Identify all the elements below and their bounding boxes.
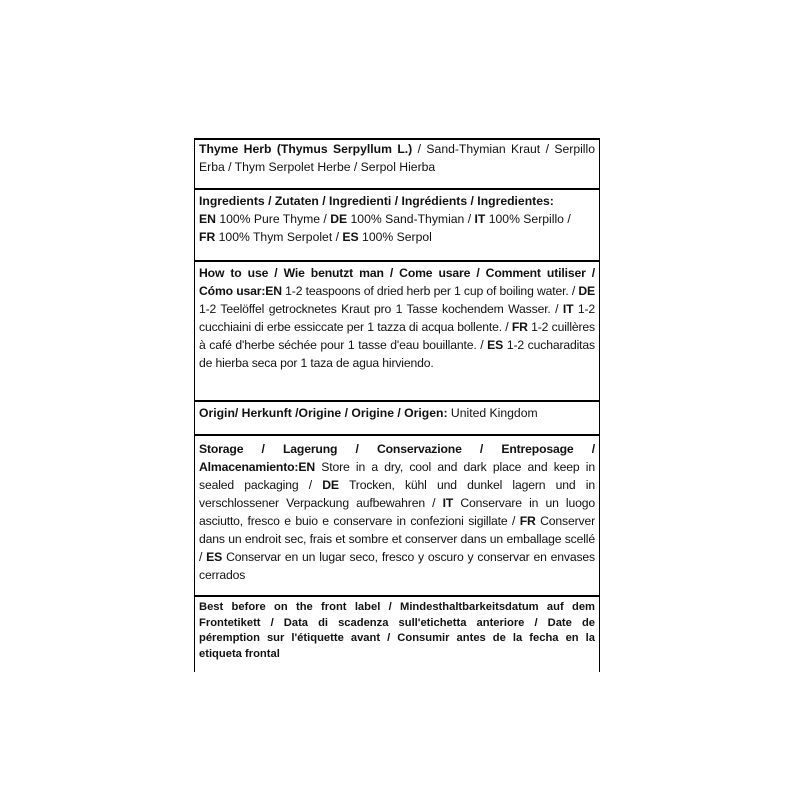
product-name-section xyxy=(195,140,599,176)
storage-text-fr: Conserver dans un endroit sec, frais et sombre et conserver dans un emballage scellé / xyxy=(199,514,595,564)
storage-text-es: Conservar en un lugar seco, fresco y oscuro y conservar en envases cerrados xyxy=(199,550,595,582)
storage-text-de: Trocken, kühl und dunkel lagern und in verschlossener Verpackung aufbewahren / xyxy=(199,478,595,510)
origin-heading: Origin/ Herkunft /Origine / Origine / Origen: xyxy=(199,406,448,420)
storage-section xyxy=(195,440,599,584)
storage-lang-es: ES xyxy=(206,550,223,564)
usage-text-es: 1-2 cucharaditas de hierba seca por 1 taza de agua hirviendo. xyxy=(199,338,595,370)
usage-section xyxy=(195,264,599,372)
product-name-translations: / Sand-Thymian Kraut / Serpillo Erba / Thym Serpolet Herbe / Serpol Hierba xyxy=(199,142,596,174)
ingredients-section xyxy=(195,192,599,246)
usage-heading: How to use / Wie benutzt man / Come usare / Comment utiliser / Cómo usar: xyxy=(199,266,595,298)
section-rule xyxy=(195,260,599,262)
origin-value: United Kingdom xyxy=(447,406,538,420)
usage-text-fr: 1-2 cuillères à café d'herbe séchée pour 1 tasse d'eau bouillante. / xyxy=(199,320,595,352)
storage-lang-en: EN xyxy=(298,460,315,474)
usage-lang-es: ES xyxy=(487,338,504,352)
ingredients-text-es: 100% Serpol xyxy=(358,230,432,244)
best-before-text: Best before on the front label / Mindesthaltbarkeitsdatum auf dem Frontetikett / Data di scadenza sull'etichetta anteriore / Date de péremption sur l'étiquette avant / Consumir antes de la fecha en la etiqueta frontal xyxy=(199,601,595,660)
usage-text-en: 1-2 teaspoons of dried herb per 1 cup of boiling water. / xyxy=(281,284,579,298)
storage-lang-de: DE xyxy=(322,478,339,492)
usage-lang-en: EN xyxy=(265,284,282,298)
origin-section xyxy=(195,404,599,422)
ingredients-lang-fr: FR xyxy=(199,230,216,244)
ingredients-text-fr: 100% Thym Serpolet / xyxy=(215,230,343,244)
ingredients-text-it: 100% Serpillo / xyxy=(485,212,571,226)
storage-text-en: Store in a dry, cool and dark place and keep in sealed packaging / xyxy=(199,460,595,492)
usage-lang-de: DE xyxy=(578,284,595,298)
usage-lang-it: IT xyxy=(562,302,574,316)
ingredients-text-en: 100% Pure Thyme / xyxy=(215,212,331,226)
best-before-section xyxy=(195,600,599,662)
product-label xyxy=(194,138,600,672)
ingredients-lang-en: EN xyxy=(199,212,216,226)
product-name-bold: Thyme Herb (Thymus Serpyllum L.) xyxy=(199,142,413,156)
ingredients-lang-de: DE xyxy=(330,212,348,226)
storage-lang-fr: FR xyxy=(519,514,536,528)
storage-text-it: Conservare in un luogo asciutto, fresco e buio e conservare in confezioni sigillate / xyxy=(199,496,595,528)
storage-heading: Storage / Lagerung / Conservazione / Entreposage / Almacenamiento: xyxy=(199,442,595,474)
ingredients-text-de: 100% Sand-Thymian / xyxy=(347,212,475,226)
storage-lang-it: IT xyxy=(442,496,454,510)
usage-lang-fr: FR xyxy=(511,320,528,334)
ingredients-lang-es: ES xyxy=(342,230,359,244)
section-rule xyxy=(195,595,599,597)
section-rule xyxy=(195,188,599,190)
ingredients-lang-it: IT xyxy=(474,212,486,226)
usage-text-de: 1-2 Teelöffel getrocknetes Kraut pro 1 Tasse kochendem Wasser. / xyxy=(199,302,563,316)
section-rule xyxy=(195,400,599,402)
usage-text-it: 1-2 cucchiaini di erbe essiccate per 1 tazza di acqua bollente. / xyxy=(199,302,596,334)
section-rule xyxy=(195,434,599,436)
ingredients-heading: Ingredients / Zutaten / Ingredienti / Ingrédients / Ingredientes: xyxy=(199,194,554,208)
